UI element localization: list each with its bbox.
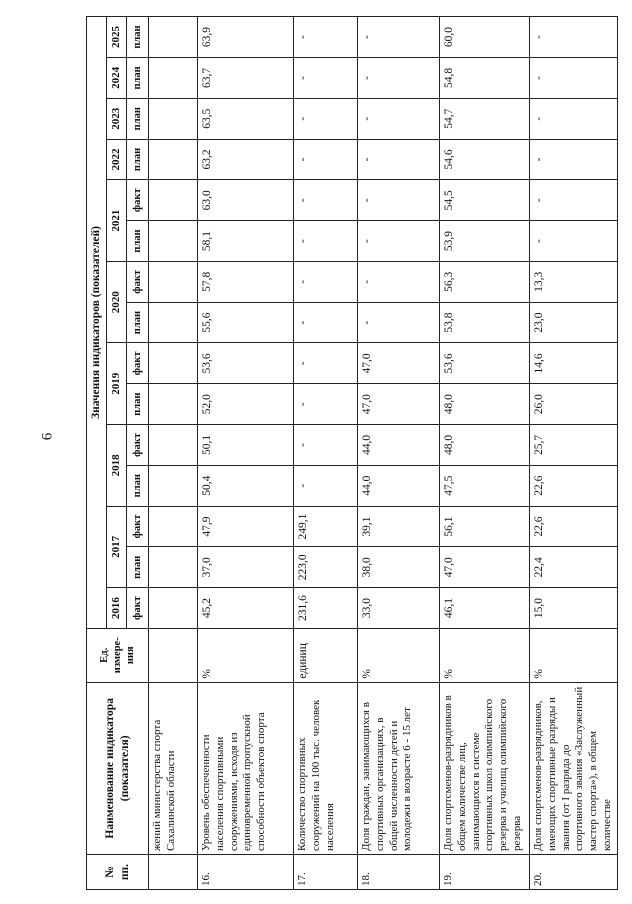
value-cell: - [294,384,358,425]
rotated-table-container [86,16,616,890]
value-cell: 48,0 [440,425,530,466]
value-cell: - [530,98,618,139]
unit-cell: единиц [294,628,358,682]
header-sub: план [127,58,149,99]
value-cell: - [358,180,440,221]
value-cell: 53,8 [440,302,530,343]
value-cell: 50,4 [198,465,294,506]
value-cell: 54,5 [440,180,530,221]
header-sub: план [127,465,149,506]
value-cell: 44,0 [358,465,440,506]
value-cell: 47,5 [440,465,530,506]
unit-cell: % [198,628,294,682]
table-row [358,17,440,890]
indicator-name: Количество спортивных сооружений на 100 тыс. человек населения [294,682,358,854]
value-cell: 56,1 [440,506,530,547]
value-cell: - [294,465,358,506]
value-cell: 54,7 [440,98,530,139]
page-number: 6 [39,432,56,441]
value-cell: 53,6 [440,343,530,384]
value-cell [149,465,198,506]
value-cell [149,221,198,262]
value-cell: - [358,139,440,180]
value-cell: 25,7 [530,425,618,466]
header-year: 2024 [107,58,127,99]
header-sub: план [127,98,149,139]
value-cell: - [358,261,440,302]
header-sub: план [127,17,149,58]
value-cell: - [530,221,618,262]
value-cell [149,261,198,302]
value-cell: 231,6 [294,588,358,629]
value-cell: 33,0 [358,588,440,629]
value-cell: - [530,180,618,221]
table-row [440,17,530,890]
unit-cell: % [358,628,440,682]
value-cell: 44,0 [358,425,440,466]
value-cell: - [294,180,358,221]
indicator-name: Доля граждан, занимающихся в спортивных организациях, в общей численности детей и молодежи в возрасте 6 - 15 лет [358,682,440,854]
unit-cell: % [440,628,530,682]
header-sub: план [127,302,149,343]
value-cell: - [358,58,440,99]
header-sub: план [127,384,149,425]
unit-cell: % [530,628,618,682]
value-cell: 60,0 [440,17,530,58]
value-cell: - [294,221,358,262]
value-cell: 50,1 [198,425,294,466]
value-cell: 223,0 [294,547,358,588]
value-cell: 55,6 [198,302,294,343]
header-year: 2021 [107,180,127,262]
value-cell: 39,1 [358,506,440,547]
value-cell: - [294,302,358,343]
table-row [294,17,358,890]
table-row [149,17,198,890]
value-cell [149,425,198,466]
header-unit: Ед. измере- ния [87,628,149,682]
value-cell: 48,0 [440,384,530,425]
value-cell: - [530,17,618,58]
value-cell: 54,8 [440,58,530,99]
value-cell [149,98,198,139]
value-cell: 14,6 [530,343,618,384]
value-cell: 54,6 [440,139,530,180]
value-cell: 26,0 [530,384,618,425]
value-cell: 57,8 [198,261,294,302]
value-cell: - [530,139,618,180]
header-year: 2016 [107,588,127,629]
value-cell [149,139,198,180]
header-year: 2022 [107,139,127,180]
value-cell: 45,2 [198,588,294,629]
value-cell: 47,9 [198,506,294,547]
value-cell: - [358,221,440,262]
value-cell [149,58,198,99]
header-sub: план [127,139,149,180]
header-values-group: Значения индикаторов (показателей) [87,17,107,629]
indicators-body [149,17,618,890]
header-sub: план [127,221,149,262]
value-cell: - [358,302,440,343]
table-row [198,17,294,890]
header-year: 2018 [107,425,127,507]
value-cell: 15,0 [530,588,618,629]
row-number: 16. [198,855,294,890]
value-cell: - [530,58,618,99]
value-cell: 47,0 [440,547,530,588]
row-number: 18. [358,855,440,890]
indicator-name: Доля спортсменов-разрядников в общем количестве лиц, занимающихся в системе спортивных школ олимпийского резерва и училищ олимпийского резерва [440,682,530,854]
value-cell: - [294,17,358,58]
value-cell [149,302,198,343]
value-cell: 53,6 [198,343,294,384]
header-sub: факт [127,425,149,466]
header-sub: факт [127,261,149,302]
value-cell [149,384,198,425]
header-year: 2020 [107,261,127,343]
value-cell: 23,0 [530,302,618,343]
indicator-name: Уровень обеспеченности населения спортивными сооружениями, исходя из единовременной пропускной способности объектов спорта [198,682,294,854]
indicator-name: жений министерства спорта Сахалинской области [149,682,198,854]
header-year: 2019 [107,343,127,425]
value-cell: 22,6 [530,506,618,547]
value-cell: 63,5 [198,98,294,139]
value-cell: 52,0 [198,384,294,425]
row-number: 17. [294,855,358,890]
value-cell: - [358,98,440,139]
value-cell: - [294,98,358,139]
row-number: 19. [440,855,530,890]
value-cell [149,588,198,629]
indicators-table [86,16,618,890]
value-cell: 47,0 [358,384,440,425]
value-cell [149,506,198,547]
value-cell: 22,6 [530,465,618,506]
value-cell: 13,3 [530,261,618,302]
value-cell: - [358,17,440,58]
value-cell: 56,3 [440,261,530,302]
value-cell: 63,7 [198,58,294,99]
value-cell: 58,1 [198,221,294,262]
value-cell: - [294,343,358,384]
value-cell: 63,9 [198,17,294,58]
header-sub: факт [127,588,149,629]
value-cell: 37,0 [198,547,294,588]
header-year: 2017 [107,506,127,588]
header-sub: план [127,547,149,588]
value-cell: 22,4 [530,547,618,588]
table-row [530,17,618,890]
value-cell: - [294,261,358,302]
value-cell [149,343,198,384]
value-cell: - [294,58,358,99]
header-sub: факт [127,343,149,384]
value-cell: 47,0 [358,343,440,384]
value-cell: 63,0 [198,180,294,221]
row-number [149,855,198,890]
header-sub: факт [127,506,149,547]
header-no: № пп. [87,855,149,890]
value-cell: 249,1 [294,506,358,547]
header-sub: факт [127,180,149,221]
unit-cell [149,628,198,682]
header-name: Наименование индикатора (показателя) [87,682,149,854]
value-cell [149,180,198,221]
value-cell [149,17,198,58]
value-cell: 63,2 [198,139,294,180]
header-year: 2023 [107,98,127,139]
value-cell: 38,0 [358,547,440,588]
indicator-name: Доля спортсменов-разрядников, имеющих спортивные разряды и звания (от I разряда до спортивного звания «Заслуженный мастер спорта»), в общем количестве [530,682,618,854]
value-cell: 53,9 [440,221,530,262]
value-cell: - [294,425,358,466]
value-cell: 46,1 [440,588,530,629]
row-number: 20. [530,855,618,890]
header-year: 2025 [107,17,127,58]
value-cell: - [294,139,358,180]
value-cell [149,547,198,588]
